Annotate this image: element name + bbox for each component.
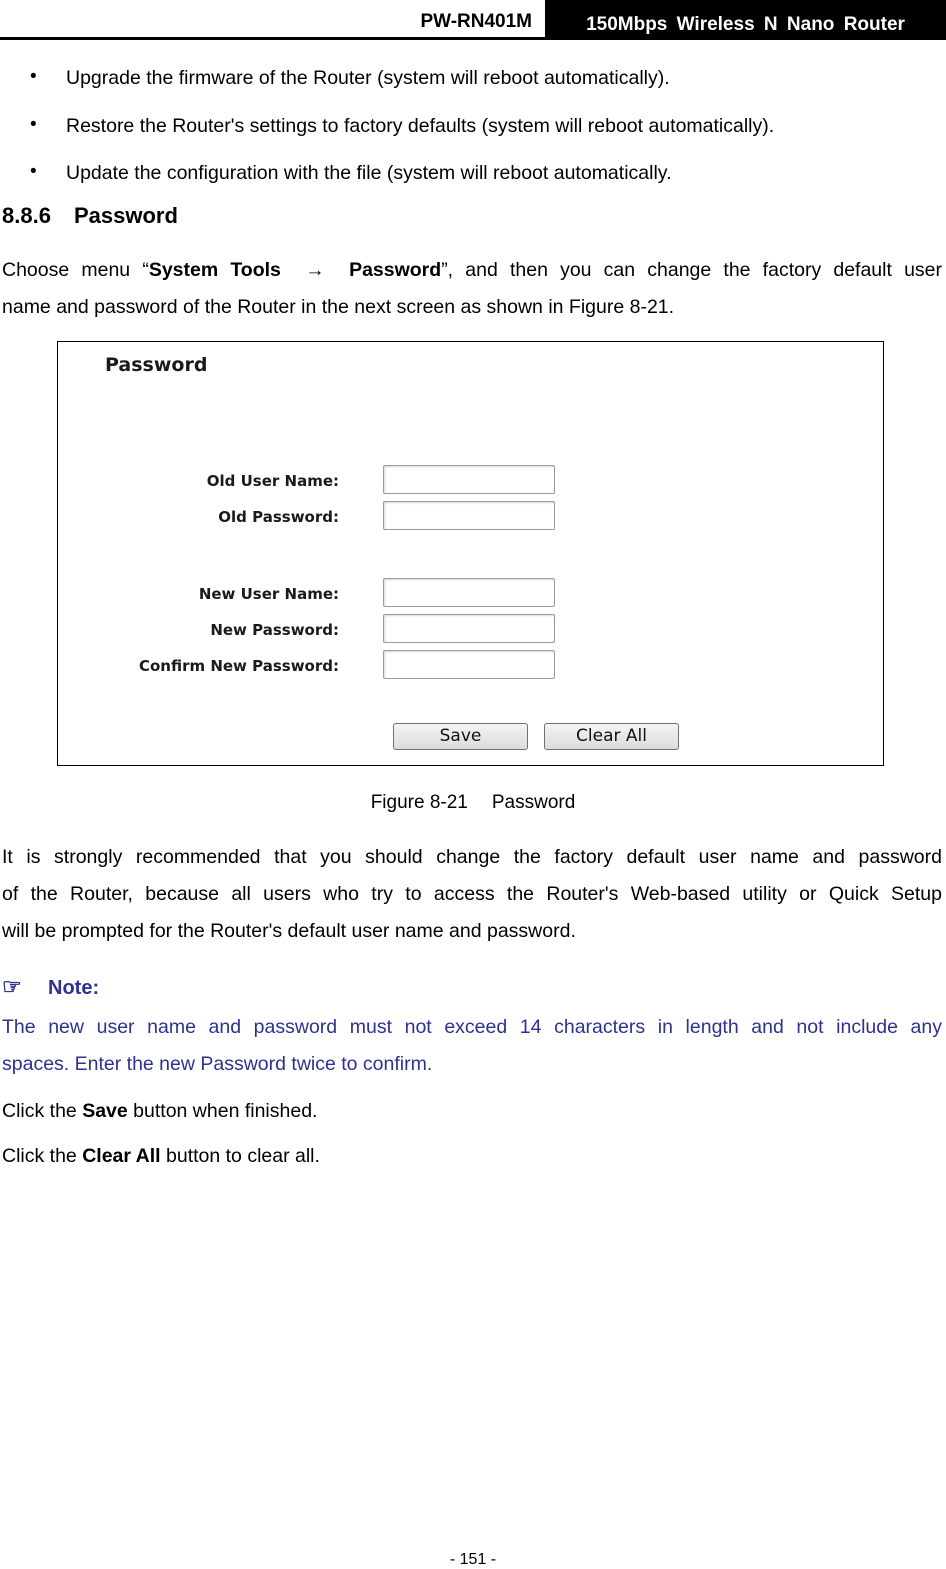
click-save-prefix: Click the <box>2 1100 83 1122</box>
header-rule <box>0 37 946 40</box>
intro-line-1 <box>2 252 942 289</box>
old-password-label: Old Password: <box>218 508 339 526</box>
new-user-name-input[interactable] <box>383 578 555 607</box>
section-title: Password <box>74 203 178 228</box>
intro-line-2: name and password of the Router in the next screen as shown in Figure 8-21. <box>2 296 675 318</box>
new-password-input[interactable] <box>383 614 555 643</box>
save-button[interactable]: Save <box>393 723 528 750</box>
password-figure <box>57 341 884 766</box>
recommend-paragraph <box>2 839 942 950</box>
note-paragraph <box>2 1009 942 1083</box>
old-user-name-label: Old User Name: <box>206 472 339 490</box>
section-heading <box>2 203 178 229</box>
panel-title: Password <box>105 354 208 376</box>
intro-prefix: Choose menu “ <box>2 259 149 281</box>
menu-arrow: → <box>305 259 325 281</box>
product-title: 150Mbps Wireless N Nano Router <box>545 0 946 39</box>
section-number: 8.8.6 <box>2 203 51 228</box>
click-save-suffix: button when finished. <box>127 1100 318 1122</box>
new-user-name-label: New User Name: <box>198 585 339 603</box>
note-heading <box>2 974 99 1000</box>
recommend-line: It is strongly recommended that you should change the factory default user name and password <box>2 846 942 868</box>
page-header <box>0 0 946 41</box>
menu-password: Password <box>349 259 442 281</box>
caption-number: Figure 8-21 <box>370 792 468 813</box>
bullet-text: Restore the Router's settings to factory defaults (system will reboot automatically). <box>66 115 775 137</box>
page-number: - 151 - <box>449 1551 497 1568</box>
click-clear-instruction <box>2 1138 942 1175</box>
click-save-bold: Save <box>82 1100 128 1122</box>
intro-paragraph <box>2 252 942 326</box>
pointing-hand-icon: ☞ <box>2 974 22 999</box>
note-line: The new user name and password must not exceed 14 characters in length and not include any <box>2 1016 942 1038</box>
bullet-text: Upgrade the firmware of the Router (system will reboot automatically). <box>66 67 670 89</box>
click-clear-line <box>2 1138 942 1175</box>
note-line: spaces. Enter the new Password twice to confirm. <box>2 1053 433 1075</box>
click-clear-bold: Clear All <box>82 1145 161 1167</box>
bullet-dot-icon: • <box>30 114 37 135</box>
note-title: Note: <box>48 977 100 999</box>
confirm-new-password-input[interactable] <box>383 650 555 679</box>
old-user-name-input[interactable] <box>383 465 555 494</box>
old-password-input[interactable] <box>383 501 555 530</box>
confirm-new-password-label: Confirm New Password: <box>138 657 339 675</box>
menu-system-tools: System Tools <box>148 259 281 281</box>
bullet-dot-icon: • <box>30 161 37 182</box>
bullet-text: Update the configuration with the file (system will reboot automatically. <box>66 162 672 184</box>
recommend-line: will be prompted for the Router's default user name and password. <box>2 920 576 942</box>
bullet-dot-icon: • <box>30 66 37 87</box>
caption-text: Password <box>491 792 576 813</box>
clear-all-button[interactable]: Clear All <box>544 723 679 750</box>
click-clear-suffix: button to clear all. <box>160 1145 320 1167</box>
new-password-label: New Password: <box>210 621 339 639</box>
figure-caption <box>0 792 946 814</box>
click-save-line <box>2 1093 942 1130</box>
click-save-instruction <box>2 1093 942 1130</box>
model-name: PW-RN401M <box>420 11 532 32</box>
click-clear-prefix: Click the <box>2 1145 83 1167</box>
intro-suffix: ”, and then you can change the factory default user <box>441 259 942 281</box>
recommend-line: of the Router, because all users who try to access the Router's Web-based utility or Quick Setup <box>2 883 942 905</box>
